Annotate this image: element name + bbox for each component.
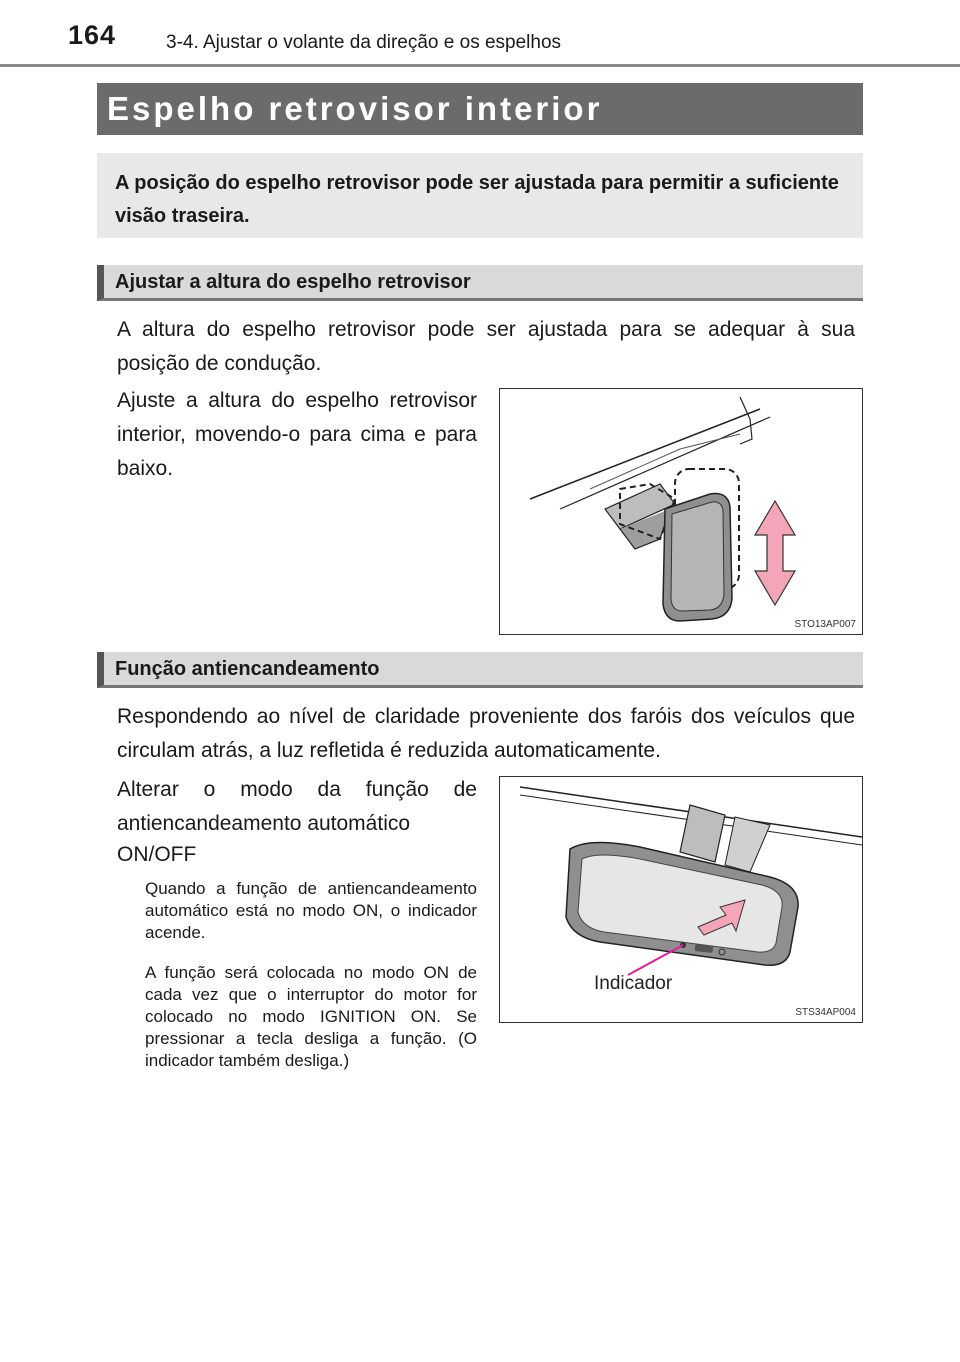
indicator-label: Indicador <box>594 973 673 994</box>
note-indicator: Quando a função de antiencandeamento automático está no modo ON, o indicador acende. <box>145 879 477 942</box>
section-heading-height: Ajustar a altura do espelho retrovisor <box>97 265 863 301</box>
mirror-height-illustration <box>500 389 862 634</box>
onoff-label: ON/OFF <box>117 843 197 866</box>
mirror-height-figure <box>499 388 863 635</box>
figure-code: STS34AP004 <box>795 1007 856 1018</box>
section2-instruction: Alterar o modo da função de antiencandeamento automático <box>117 778 477 835</box>
chapter-title: 3-4. Ajustar o volante da direção e os espelhos <box>166 32 562 53</box>
antiglare-illustration <box>500 777 862 1022</box>
intro-box <box>97 153 863 238</box>
section2-paragraph: Respondendo ao nível de claridade proveniente dos faróis dos veículos que circulam atrás, a luz refletida é reduzida automaticamente. <box>117 705 855 762</box>
page-number: 164 <box>68 20 117 50</box>
figure-code: STO13AP007 <box>794 619 856 630</box>
section-heading-antiglare: Função antiencandeamento <box>97 652 863 688</box>
antiglare-figure <box>499 776 863 1023</box>
page-title: Espelho retrovisor interior <box>97 83 863 135</box>
section1-paragraph: A altura do espelho retrovisor pode ser ajustada para se adequar à sua posição de condução. <box>117 318 855 375</box>
note-ignition: A função será colocada no modo ON de cada vez que o interruptor do motor for colocado no modo IGNITION ON. Se pressionar a tecla desliga a função. (O indicador também desliga.) <box>145 963 477 1070</box>
section1-instruction: Ajuste a altura do espelho retrovisor interior, movendo-o para cima e para baixo. <box>117 389 477 480</box>
intro-text: A posição do espelho retrovisor pode ser ajustada para permitir a suficiente visão traseira. <box>115 172 839 227</box>
header-divider <box>0 64 960 67</box>
